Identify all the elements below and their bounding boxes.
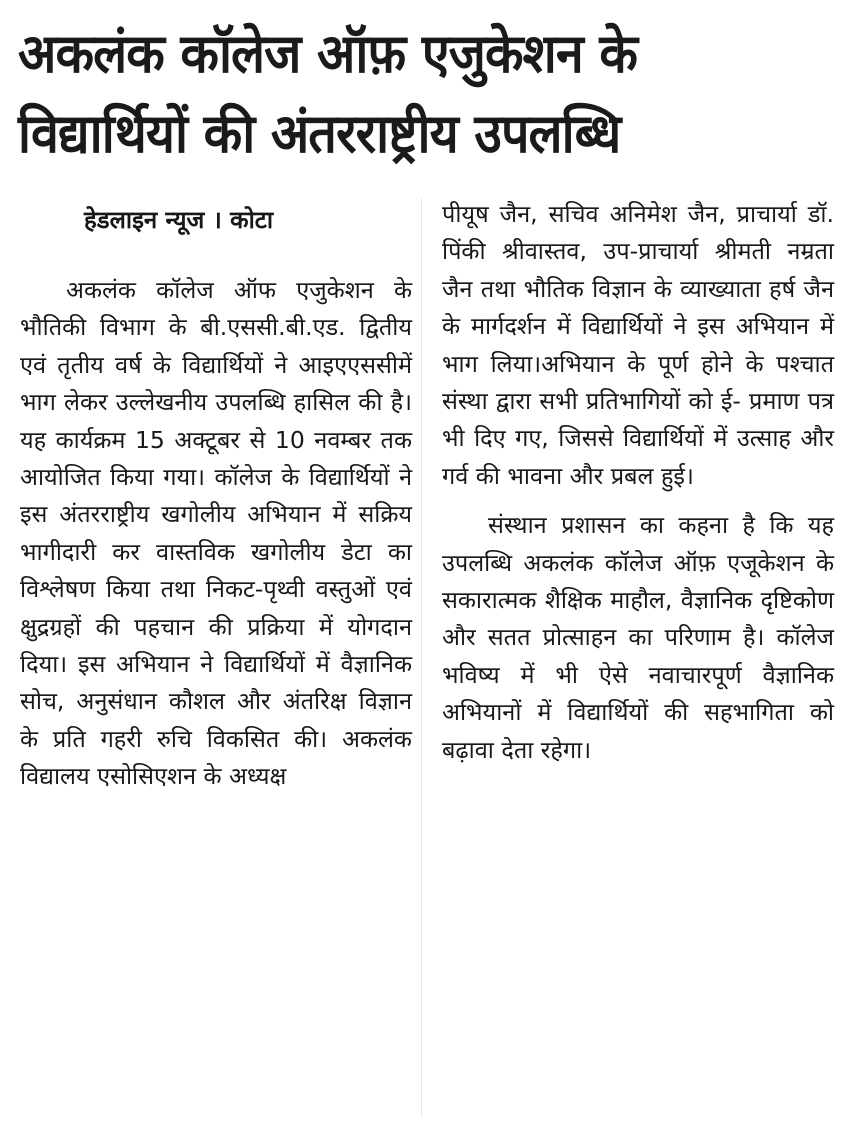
article-paragraph-1-continued: पीयूष जैन, सचिव अनिमेश जैन, प्राचार्या डॉ. पिंकी श्रीवास्तव, उप-प्राचार्या श्रीमती नम्रता जैन तथा भौतिक विज्ञान के व्याख्याता हर्ष जैन के मार्गदर्शन में विद्यार्थियों ने इस अभियान में भाग लिया।अभियान के पूर्ण होने के पश्चात संस्था द्वारा सभी प्रतिभागियों को ई- प्रमाण पत्र भी दिए गए, जिससे विद्यार्थियों में उत्साह और गर्व की भावना और प्रबल हुई। [442,200,834,490]
column-divider [421,198,422,1118]
headline-line-1: अकलंक कॉलेज ऑफ़ एजुकेशन के [18,22,638,85]
article-paragraph-2: संस्थान प्रशासन का कहना है कि यह उपलब्धि अकलंक कॉलेज ऑफ़ एजूकेशन के सकारात्मक शैक्षिक माहौल, वैज्ञानिक दृष्टिकोण और सतत प्रोत्साहन का परिणाम है। कॉलेज भविष्य में भी ऐसे नवाचारपूर्ण वैज्ञानिक अभियानों में विद्यार्थियों की सहभागिता को बढ़ावा देता रहेगा। [442,511,834,764]
headline [18,14,776,174]
article-paragraph-1: अकलंक कॉलेज ऑफ एजुकेशन के भौतिकी विभाग के बी.एससी.बी.एड. द्वितीय एवं तृतीय वर्ष के विद्यार्थियों ने आइएएससीमें भाग लेकर उल्लेखनीय उपलब्धि हासिल की है। यह कार्यक्रम 15 अक्टूबर से 10 नवम्बर तक आयोजित किया गया। कॉलेज के विद्यार्थियों ने इस अंतरराष्ट्रीय खगोलीय अभियान में सक्रिय भागीदारी कर वास्तविक खगोलीय डेटा का विश्लेषण किया तथा निकट-पृथ्वी वस्तुओं एवं क्षुद्रग्रहों की पहचान की प्रक्रिया में योगदान दिया। इस अभियान ने विद्यार्थियों में वैज्ञानिक सोच, अनुसंधान कौशल और अंतरिक्ष विज्ञान के प्रति गहरी रुचि विकसित की। अकलंक विद्यालय एसोसिएशन के अध्यक्ष [20,276,412,791]
headline-line-2: विद्यार्थियों की अंतरराष्ट्रीय उपलब्धि [18,102,621,165]
article-column-right [442,196,834,769]
byline: हेडलाइन न्यूज । कोटा [84,206,274,234]
article-column-left [20,198,412,796]
